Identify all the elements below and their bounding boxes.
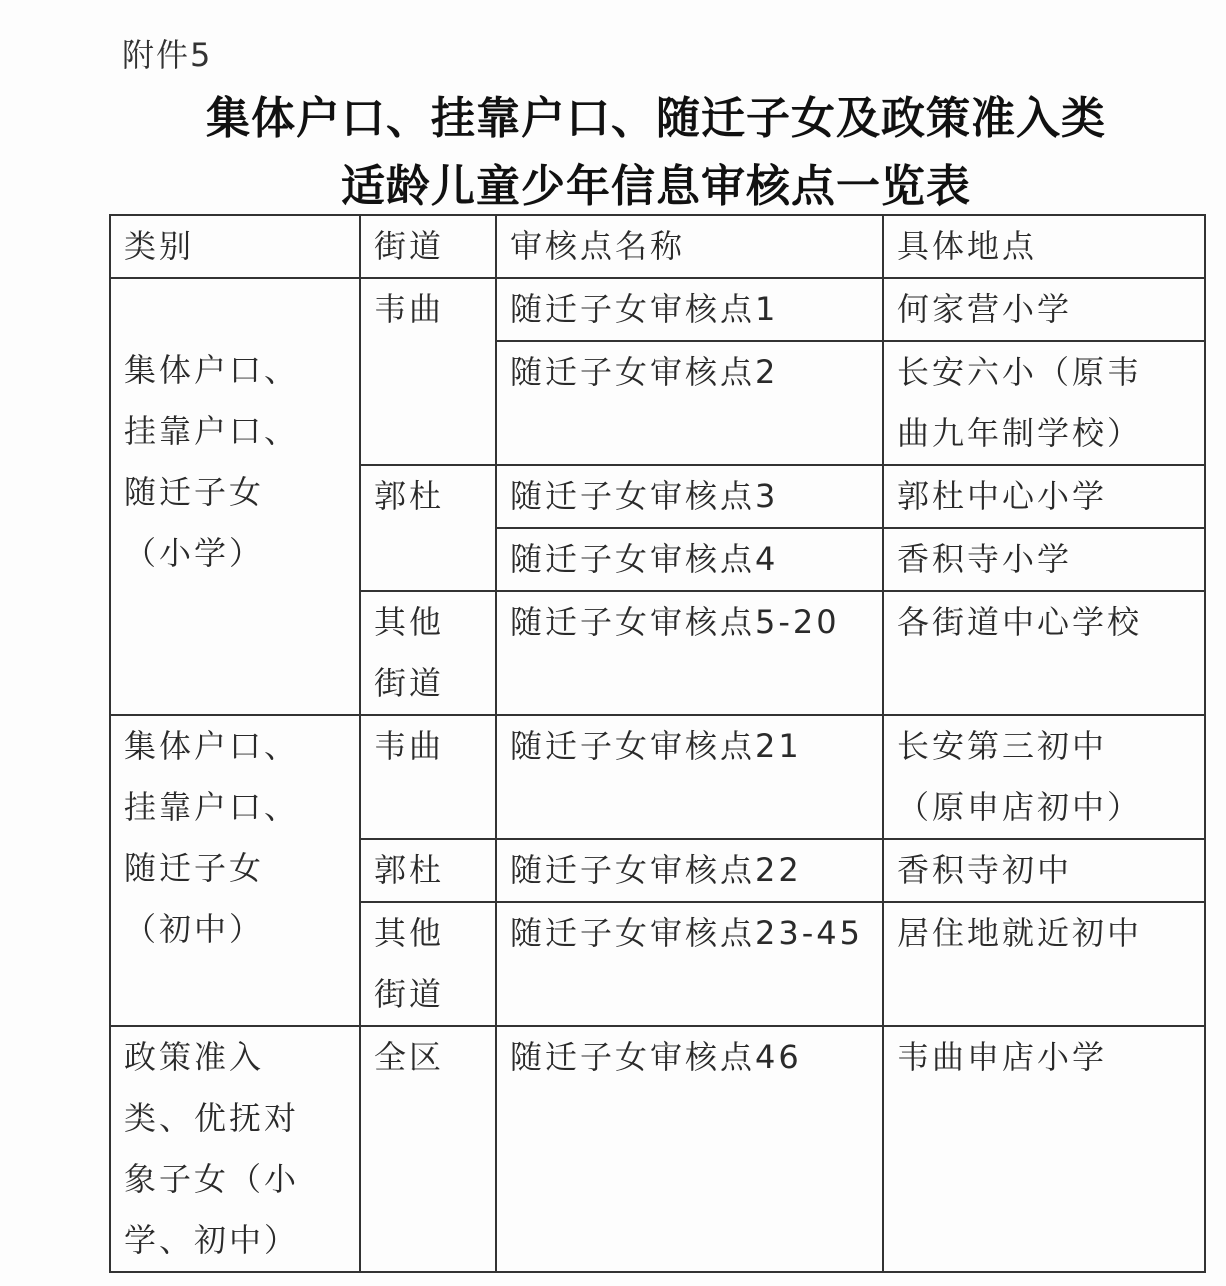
table-row <box>110 715 1205 839</box>
point-name-cell: 随迁子女审核点3 <box>496 465 883 528</box>
point-name-cell: 随迁子女审核点46 <box>496 1026 883 1272</box>
street-line: 街道 <box>374 664 445 702</box>
category-line: 挂靠户口、 <box>124 412 300 450</box>
category-line: 集体户口、 <box>124 727 300 765</box>
street-cell: 韦曲 <box>360 715 496 839</box>
location-cell: 郭杜中心小学 <box>883 465 1205 528</box>
point-name-cell: 随迁子女审核点22 <box>496 839 883 902</box>
header-location: 具体地点 <box>883 215 1205 278</box>
category-cell-primary <box>110 278 360 715</box>
category-cell-policy <box>110 1026 360 1272</box>
category-line: 随迁子女 <box>124 849 265 887</box>
table-header-row <box>110 215 1205 278</box>
street-line: 街道 <box>374 975 445 1013</box>
category-line: 挂靠户口、 <box>124 788 300 826</box>
document-title-line-2: 适龄儿童少年信息审核点一览表 <box>341 161 971 212</box>
street-cell: 全区 <box>360 1026 496 1272</box>
location-cell: 韦曲申店小学 <box>883 1026 1205 1272</box>
point-name-cell: 随迁子女审核点5-20 <box>496 591 883 715</box>
point-name-cell: 随迁子女审核点4 <box>496 528 883 591</box>
point-name-cell: 随迁子女审核点21 <box>496 715 883 839</box>
location-cell: 居住地就近初中 <box>883 902 1205 1026</box>
attachment-label: 附件5 <box>122 36 213 74</box>
street-cell <box>360 591 496 715</box>
location-cell: 何家营小学 <box>883 278 1205 341</box>
point-name-cell: 随迁子女审核点23-45 <box>496 902 883 1026</box>
street-cell: 韦曲 <box>360 278 496 465</box>
point-name-cell: 随迁子女审核点1 <box>496 278 883 341</box>
category-line: 类、优抚对 <box>124 1099 300 1137</box>
header-category: 类别 <box>110 215 360 278</box>
table-row <box>110 1026 1205 1272</box>
street-line: 其他 <box>374 914 445 952</box>
location-cell: 各街道中心学校 <box>883 591 1205 715</box>
location-line: 长安六小（原韦 <box>897 353 1143 391</box>
location-cell <box>883 341 1205 465</box>
category-line: （初中） <box>124 910 265 948</box>
category-line: （小学） <box>124 534 265 572</box>
header-street: 街道 <box>360 215 496 278</box>
location-line: 长安第三初中 <box>897 727 1108 765</box>
category-line: 政策准入 <box>124 1038 265 1076</box>
category-line: 象子女（小 <box>124 1160 300 1198</box>
street-cell <box>360 902 496 1026</box>
location-cell: 香积寺初中 <box>883 839 1205 902</box>
street-line: 其他 <box>374 603 445 641</box>
street-cell: 郭杜 <box>360 839 496 902</box>
header-point-name: 审核点名称 <box>496 215 883 278</box>
category-line: 集体户口、 <box>124 351 300 389</box>
location-cell <box>883 715 1205 839</box>
document-title-line-1: 集体户口、挂靠户口、随迁子女及政策准入类 <box>206 93 1106 144</box>
table-row <box>110 278 1205 341</box>
location-line: 曲九年制学校） <box>897 414 1143 452</box>
location-line: （原申店初中） <box>897 788 1143 826</box>
location-cell: 香积寺小学 <box>883 528 1205 591</box>
street-cell: 郭杜 <box>360 465 496 591</box>
point-name-cell: 随迁子女审核点2 <box>496 341 883 465</box>
category-line: 学、初中） <box>124 1221 300 1259</box>
review-points-table <box>109 214 1206 1273</box>
category-cell-junior <box>110 715 360 1026</box>
category-line: 随迁子女 <box>124 473 265 511</box>
